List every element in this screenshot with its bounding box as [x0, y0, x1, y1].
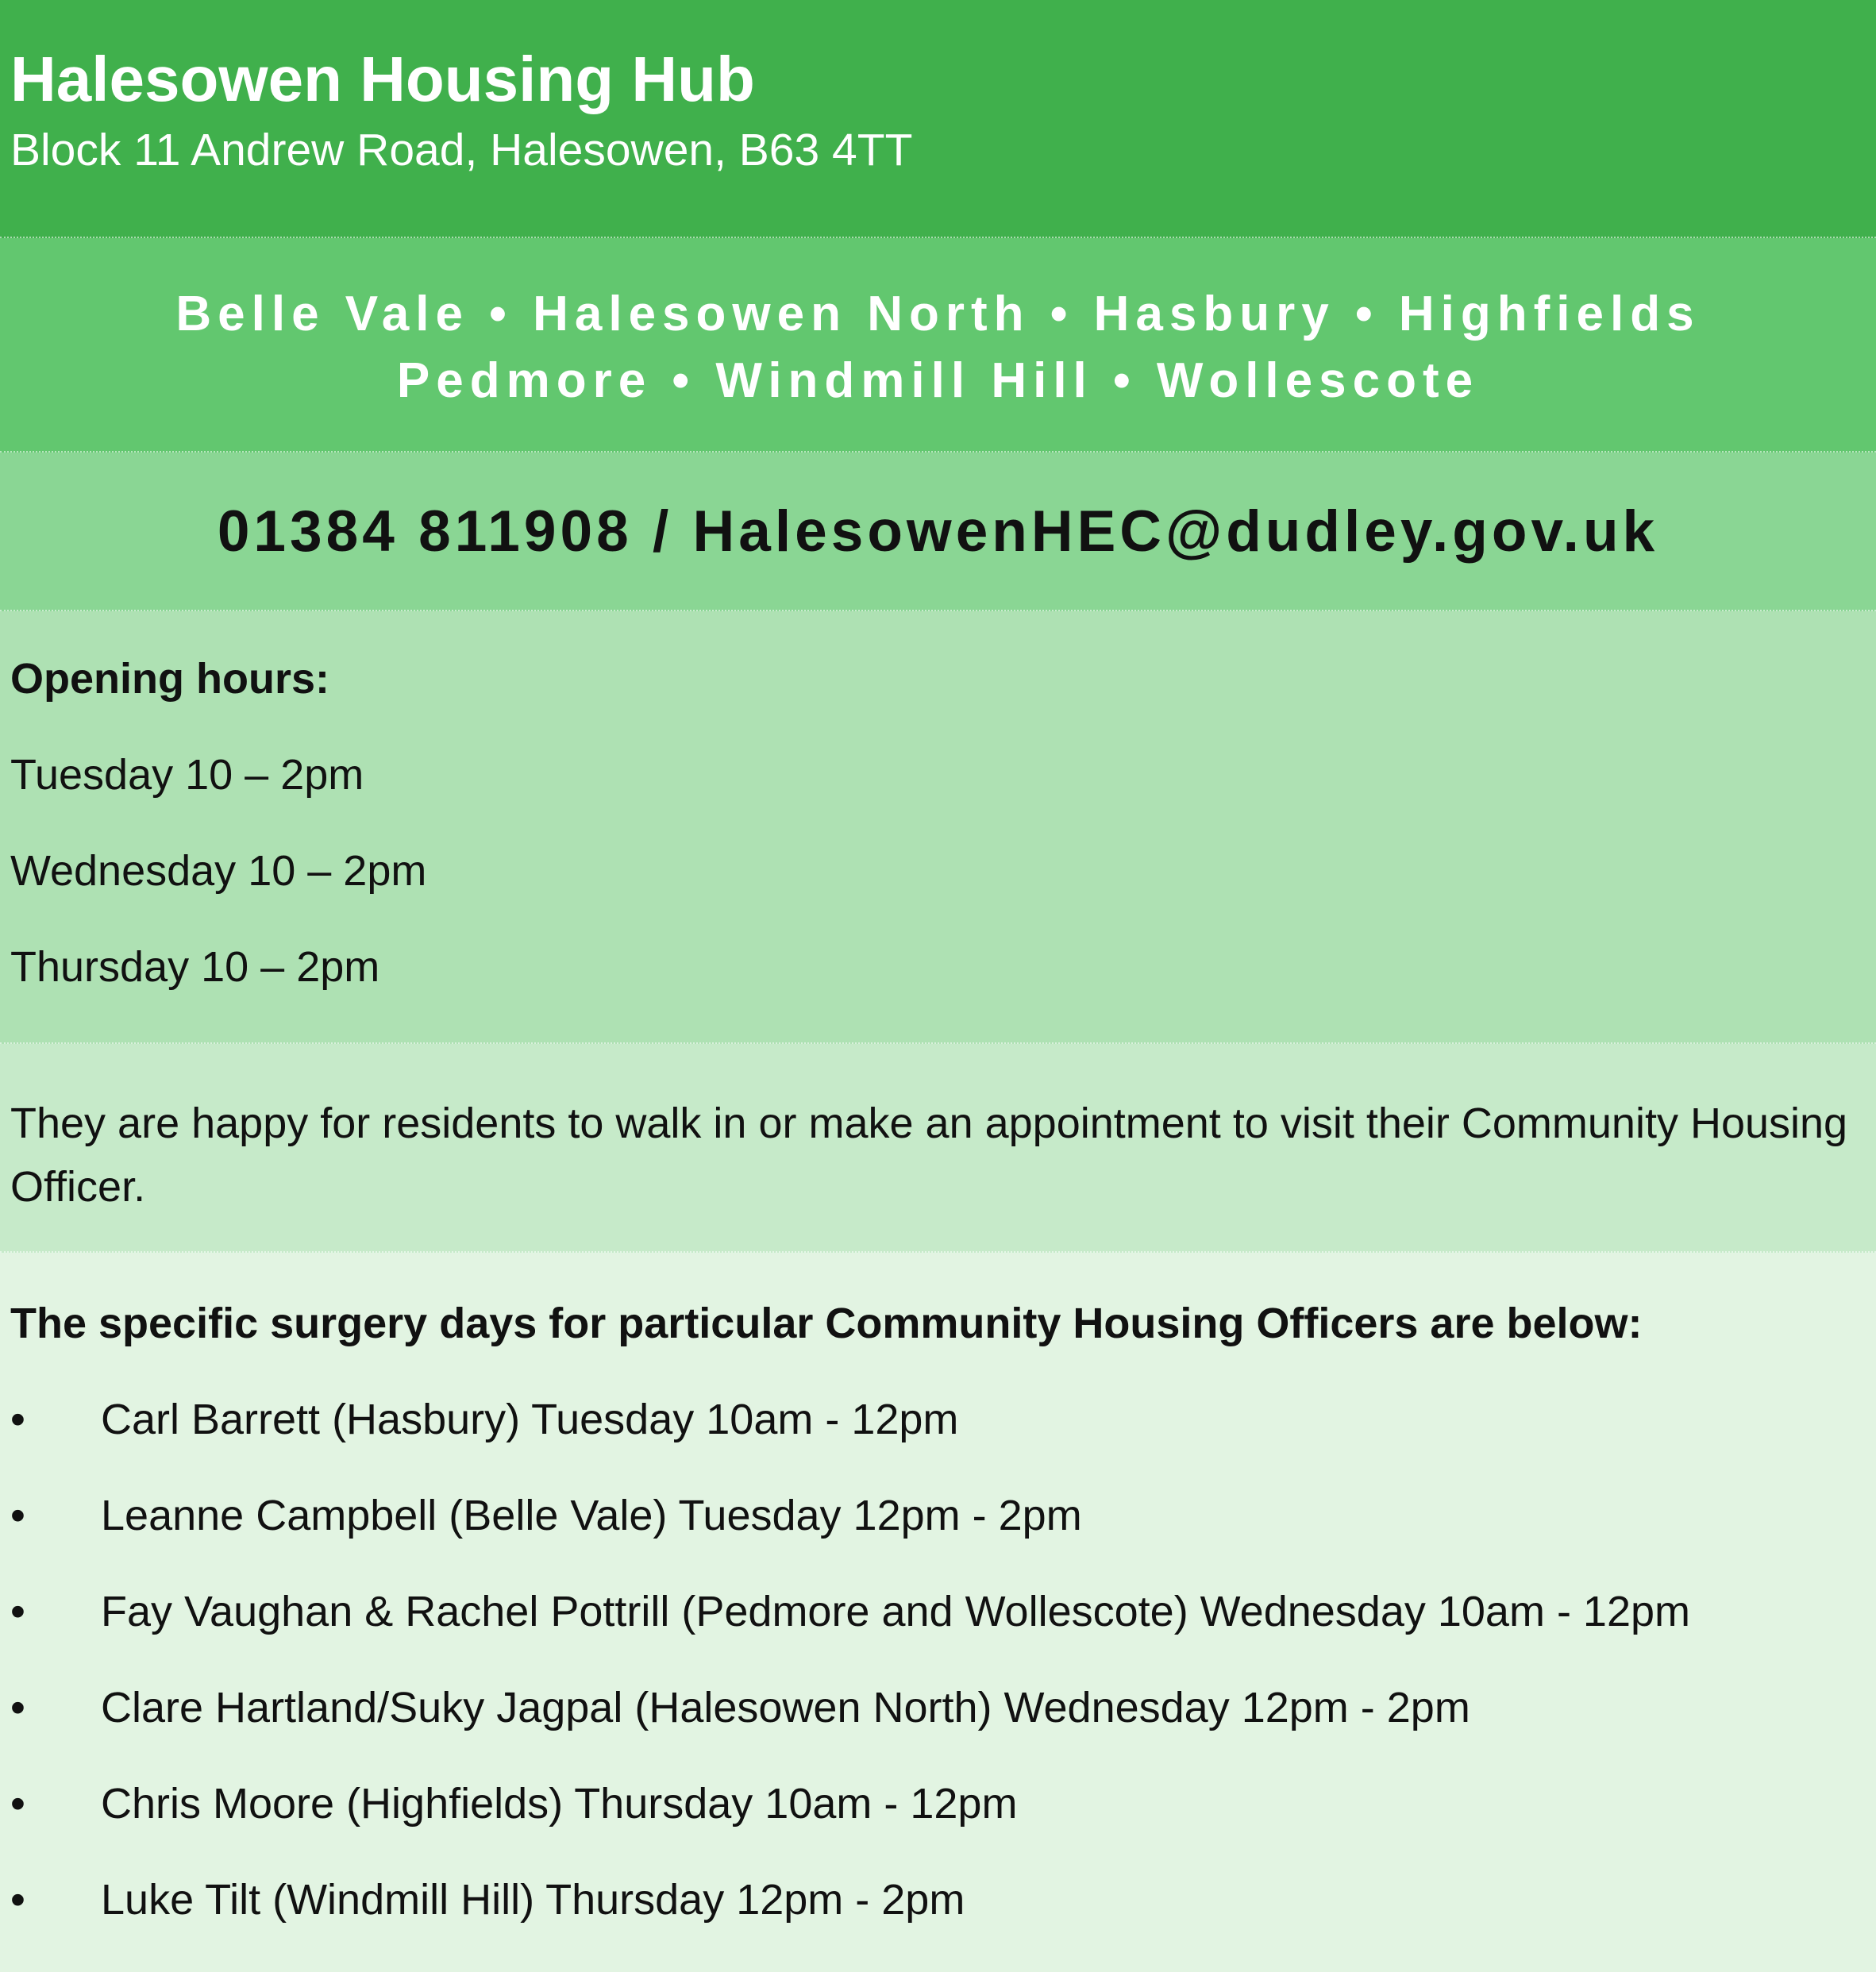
surgery-item-text: Carl Barrett (Hasbury) Tuesday 10am - 12pm — [101, 1396, 959, 1443]
header-section — [0, 0, 1876, 238]
opening-hours-row: Wednesday 10 – 2pm — [10, 847, 427, 895]
opening-hours-heading: Opening hours: — [10, 655, 329, 703]
surgery-item-text: Chris Moore (Highfields) Thursday 10am - 12pm — [101, 1780, 1018, 1828]
list-item — [10, 1874, 1876, 1926]
surgery-item-text: Leanne Campbell (Belle Vale) Tuesday 12pm - 2pm — [101, 1492, 1082, 1539]
bullet-icon: • — [10, 1492, 25, 1539]
list-item — [10, 1489, 1876, 1542]
list-item — [10, 1393, 1876, 1446]
opening-hours-section — [0, 611, 1876, 1044]
page-title: Halesowen Housing Hub — [10, 44, 755, 114]
bullet-icon: • — [10, 1396, 25, 1443]
surgery-section — [0, 1253, 1876, 1972]
surgery-heading: The specific surgery days for particular Community Housing Officers are below: — [10, 1300, 1643, 1347]
walk-in-note: They are happy for residents to walk in or make an appointment to visit their Community Housing Officer. — [10, 1100, 1848, 1211]
surgery-item-text: Clare Hartland/Suky Jagpal (Halesowen North) Wednesday 12pm - 2pm — [101, 1684, 1470, 1731]
contact-details: 01384 811908 / HalesowenHEC@dudley.gov.uk — [217, 499, 1659, 564]
opening-hours-row: Tuesday 10 – 2pm — [10, 751, 364, 799]
contact-section — [0, 453, 1876, 611]
bullet-icon: • — [10, 1588, 25, 1635]
areas-section — [0, 238, 1876, 453]
list-item — [10, 1777, 1876, 1830]
surgery-item-text: Fay Vaughan & Rachel Pottrill (Pedmore and Wollescote) Wednesday 10am - 12pm — [101, 1588, 1691, 1635]
bullet-icon: • — [10, 1876, 25, 1924]
areas-line-1: Belle Vale • Halesowen North • Hasbury • Highfields — [175, 287, 1701, 341]
address: Block 11 Andrew Road, Halesowen, B63 4TT — [10, 125, 913, 175]
walk-in-section — [0, 1044, 1876, 1253]
list-item — [10, 1585, 1876, 1638]
bullet-icon: • — [10, 1780, 25, 1828]
bullet-icon: • — [10, 1684, 25, 1731]
opening-hours-row: Thursday 10 – 2pm — [10, 943, 380, 991]
areas-line-2: Pedmore • Windmill Hill • Wollescote — [396, 353, 1480, 408]
surgery-item-text: Luke Tilt (Windmill Hill) Thursday 12pm - 2pm — [101, 1876, 965, 1924]
list-item — [10, 1681, 1876, 1734]
